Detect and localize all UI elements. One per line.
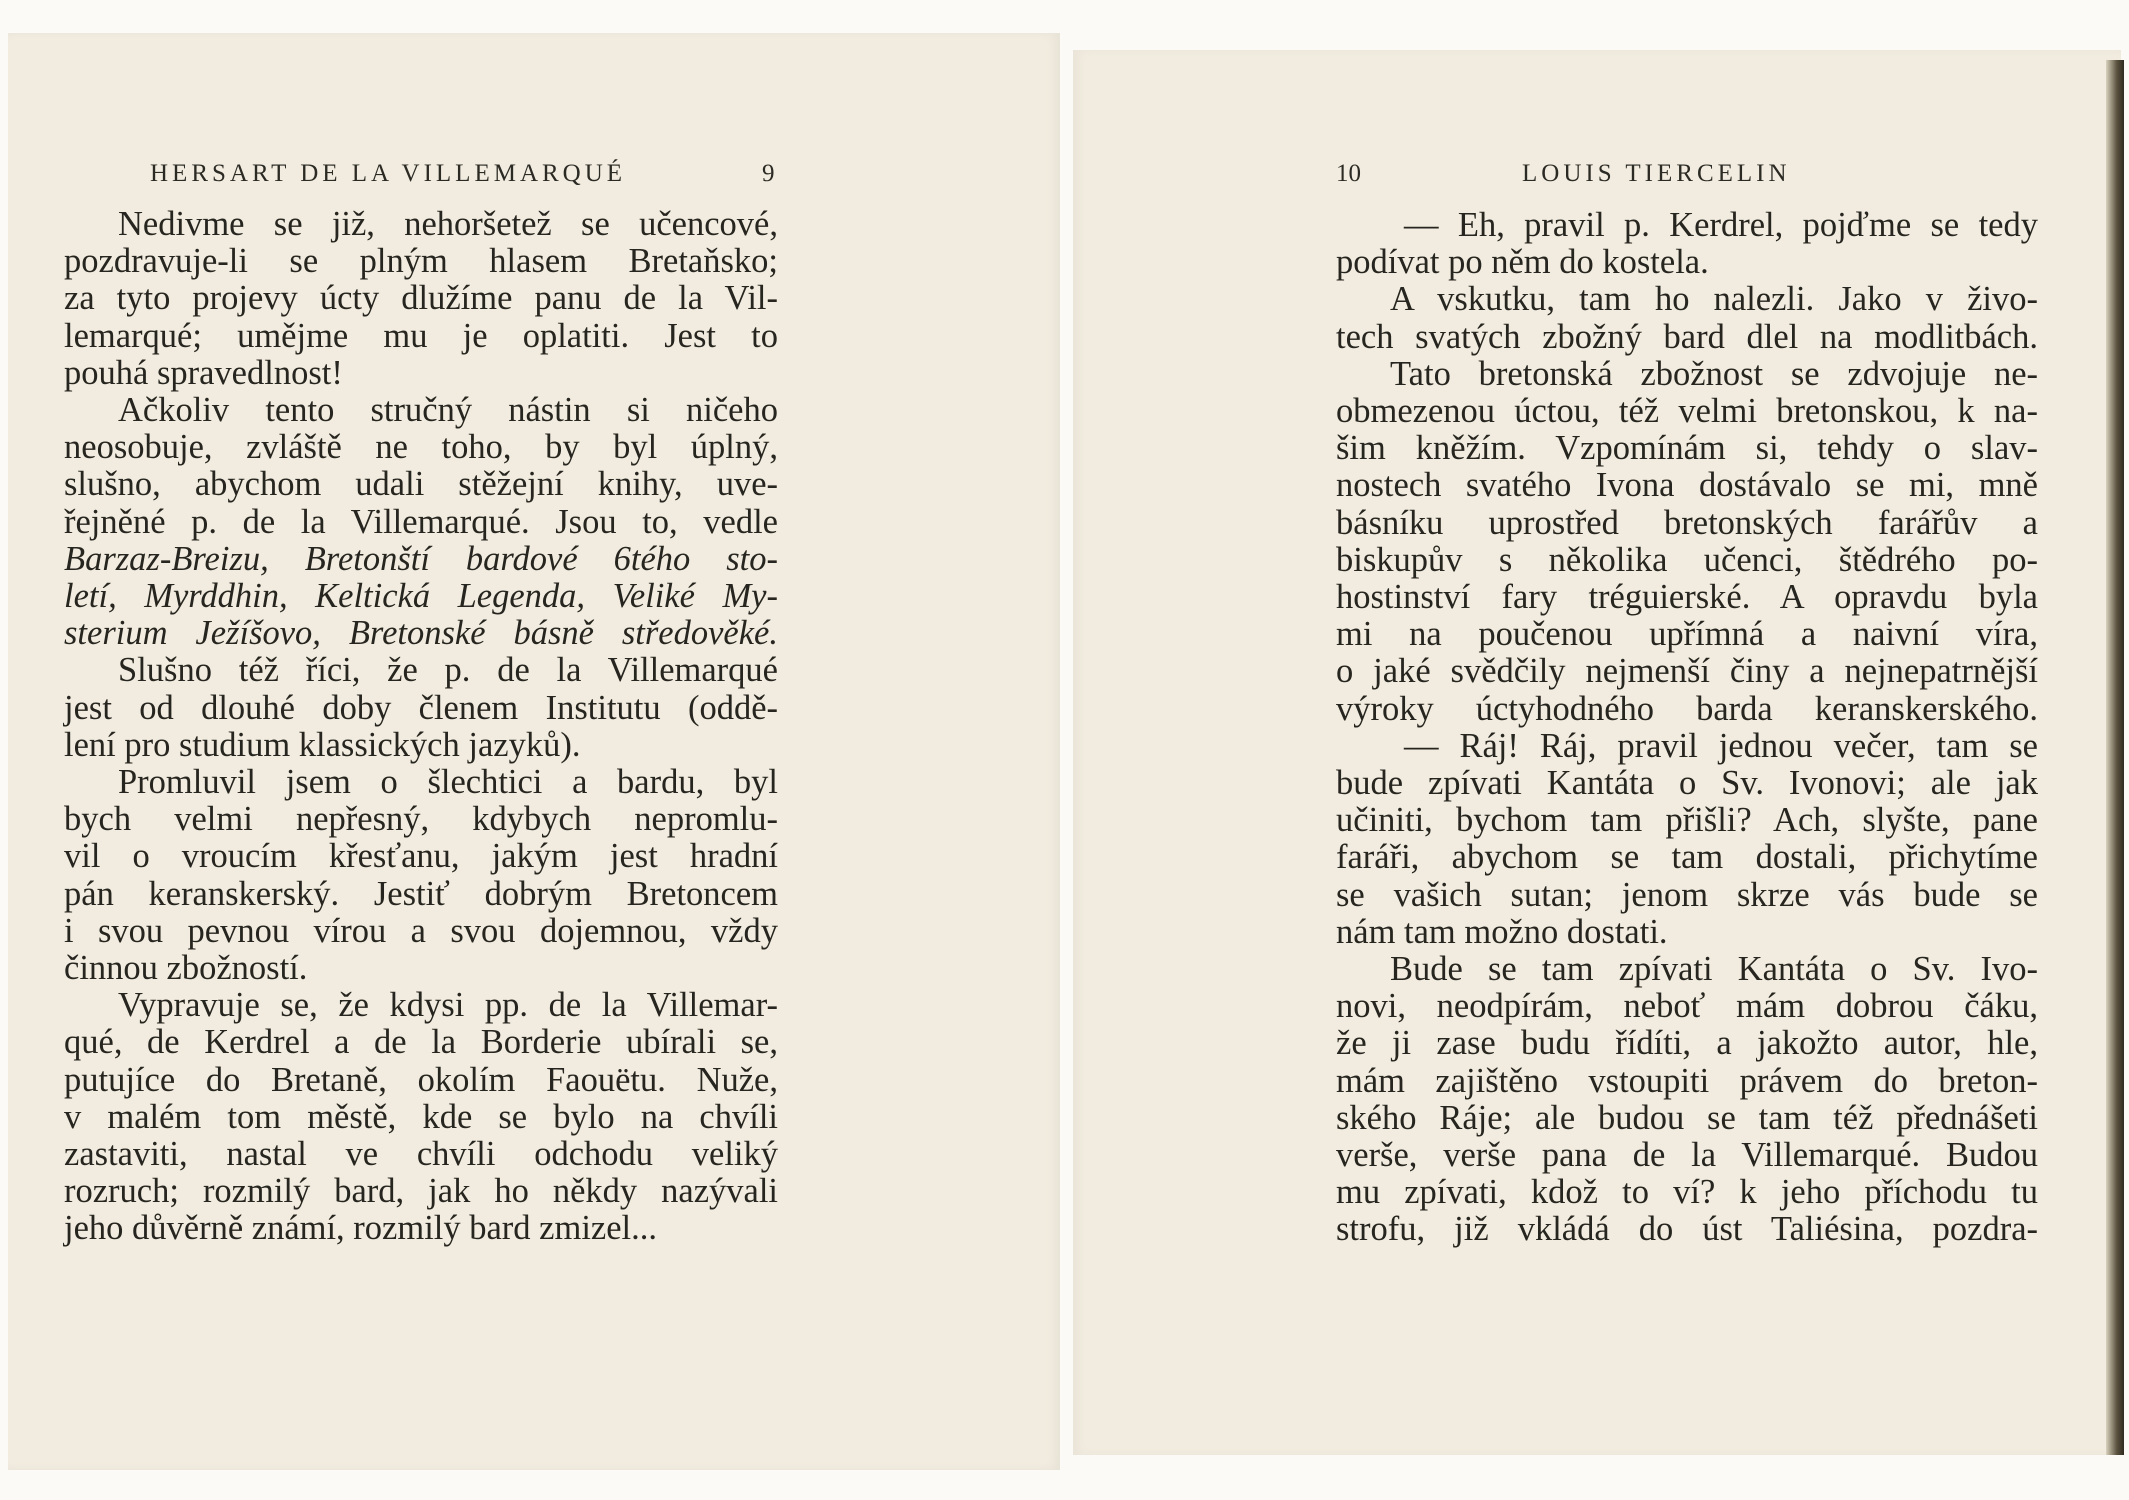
text-line: mu zpívati, kdož to ví? k jeho příchodu tu (1336, 1173, 2038, 1212)
text-line: šim kněžím. Vzpomínám si, tehdy o slav- (1336, 429, 2038, 468)
text-line: zastaviti, nastal ve chvíli odchodu veliký (64, 1135, 778, 1174)
text-line: Nedivme se již, nehoršetež se učencové, (118, 205, 778, 243)
text-line: v malém tom městě, kde se bylo na chvíli (64, 1097, 778, 1136)
text-line: novi, neodpírám, neboť mám dobrou čáku, (1336, 987, 2038, 1026)
book-edge (2106, 60, 2124, 1455)
text-line: pouhá spravedlnost! (64, 353, 343, 392)
text-line: nostech svatého Ivona dostávalo se mi, mně (1336, 466, 2038, 505)
text-line: Vypravuje se, že kdysi pp. de la Villemar- (118, 986, 778, 1025)
text-line: hostinství fary tréguierské. A opravdu byla (1336, 578, 2038, 617)
text-line: o jaké svědčily nejmenší činy a nejnepatrnější (1336, 652, 2038, 691)
text-line: se vašich sutan; jenom skrze vás bude se (1336, 875, 2038, 914)
text-line: lení pro studium klassických jazyků). (64, 725, 581, 764)
text-line: neosobuje, zvláště ne toho, by byl úplný, (64, 428, 778, 467)
text-line: rozruch; rozmilý bard, jak ho někdy nazývali (64, 1172, 778, 1211)
text-line: jest od dlouhé doby členem Institutu (oddě- (64, 688, 778, 727)
text-line: bude zpívati Kantáta o Sv. Ivonovi; ale jak (1336, 764, 2038, 803)
text-line: — Ráj! Ráj, pravil jednou večer, tam se (1404, 726, 2038, 765)
text-line: A vskutku, tam ho nalezli. Jako v živo- (1390, 280, 2038, 319)
text-line: pozdravuje-li se plným hlasem Bretaňsko; (64, 242, 778, 281)
text-line: pán keranskerský. Jestiť dobrým Bretoncem (64, 874, 778, 913)
text-line: že ji zase budu řídíti, a jakožto autor, hle, (1336, 1024, 2038, 1063)
text-line: sterium Ježíšovo, Bretonské básně středověké. (64, 614, 778, 653)
text-line: řejněné p. de la Villemarqué. Jsou to, vedle (64, 502, 778, 541)
text-line: bych velmi nepřesný, kdybych nepromlu- (64, 800, 778, 839)
text-line: biskupův s několika učenci, štědrého po- (1336, 540, 2038, 579)
text-line: mi na poučenou upřímná a naivní víra, (1336, 615, 2038, 654)
text-line: výroky úctyhodného barda keranskerského. (1336, 689, 2038, 728)
right-page-number: 10 (1336, 160, 1361, 187)
text-line: Bude se tam zpívati Kantáta o Sv. Ivo- (1390, 950, 2038, 989)
left-page-text (64, 206, 778, 1248)
text-line: faráři, abychom se tam dostali, přichytíme (1336, 838, 2038, 877)
left-page-number: 9 (762, 160, 775, 187)
text-line: mám zajištěno vstoupiti právem do breton- (1336, 1061, 2038, 1100)
text-line: Promluvil jsem o šlechtici a bardu, byl (118, 763, 778, 802)
left-running-head: HERSART DE LA VILLEMARQUÉ (150, 160, 627, 187)
text-line: i svou pevnou vírou a svou dojemnou, vždy (64, 911, 778, 950)
text-line: — Eh, pravil p. Kerdrel, pojďme se tedy (1404, 206, 2038, 244)
text-line: putujíce do Bretaně, okolím Faouëtu. Nuže, (64, 1060, 778, 1099)
text-line: Slušno též říci, že p. de la Villemarqué (118, 651, 778, 690)
text-line: učiniti, bychom tam přišli? Ach, slyšte, pane (1336, 801, 2038, 840)
text-line: Barzaz-Breizu, Bretonští bardové 6tého sto- (64, 539, 778, 578)
text-line: nám tam možno dostati. (1336, 912, 1668, 951)
text-line: za tyto projevy úcty dlužíme panu de la Vil- (64, 279, 778, 318)
text-line: Ačkoliv tento stručný nástin si ničeho (118, 391, 778, 430)
text-line: tech svatých zbožný bard dlel na modlitbách. (1336, 317, 2038, 356)
text-line: letí, Myrddhin, Keltická Legenda, Veliké My- (64, 577, 778, 616)
text-line: verše, verše pana de la Villemarqué. Budou (1336, 1136, 2038, 1175)
text-line: činnou zbožností. (64, 949, 308, 988)
right-running-head: LOUIS TIERCELIN (1522, 160, 1791, 187)
text-line: Tato bretonská zbožnost se zdvojuje ne- (1390, 354, 2038, 393)
text-line: qué, de Kerdrel a de la Borderie ubírali se, (64, 1023, 778, 1062)
text-line: jeho důvěrně známí, rozmilý bard zmizel... (64, 1209, 657, 1248)
text-line: obmezenou úctou, též velmi bretonskou, k na- (1336, 392, 2038, 431)
text-line: ského Ráje; ale budou se tam též přednášeti (1336, 1098, 2038, 1137)
text-line: vil o vroucím křesťanu, jakým jest hradní (64, 837, 778, 876)
text-line: básníku uprostřed bretonských farářův a (1336, 503, 2038, 542)
text-line: lemarqué; umějme mu je oplatiti. Jest to (64, 316, 778, 355)
text-line: podívat po něm do kostela. (1336, 243, 1709, 282)
text-line: strofu, již vkládá do úst Taliésina, pozdra- (1336, 1210, 2038, 1249)
text-line: slušno, abychom udali stěžejní knihy, uve- (64, 465, 778, 504)
right-page-text (1336, 207, 2038, 1249)
